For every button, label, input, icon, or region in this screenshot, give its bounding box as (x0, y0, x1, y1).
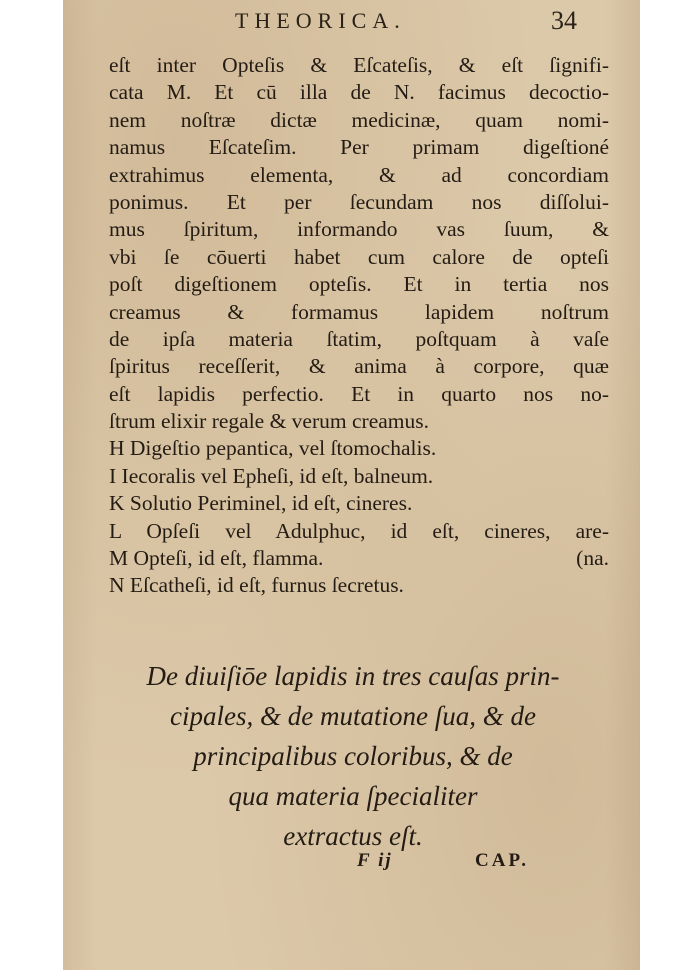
turnover-text: (na. (576, 546, 609, 571)
heading-line: De diuiſiōe lapidis in tres cauſas prin- (146, 661, 560, 691)
chapter-heading (93, 656, 613, 856)
glossary-line-m (109, 545, 609, 572)
text-line: namus Eſcateſim. Per primam digeſtioné (109, 135, 609, 160)
page-footer (343, 850, 603, 880)
signature-mark: F ij (357, 850, 393, 871)
catchword: CAP. (475, 850, 530, 871)
running-title: THEORICA. (235, 8, 406, 33)
heading-line: cipales, & de mutatione ſua, & de (170, 701, 536, 731)
text-line: eſt inter Opteſis & Eſcateſis, & eſt ſignifi- (109, 53, 609, 77)
text-line: ponimus. Et per ſecundam nos diſſolui- (109, 189, 609, 214)
text-line: eſt lapidis perfectio. Et in quarto nos no- (109, 381, 609, 406)
glossary-line-l: L Opſeſi vel Adulphuc, id eſt, cineres, are- (109, 518, 609, 543)
text-line: ſpiritus receſſerit, & anima à corpore, quæ (109, 354, 609, 379)
glossary-line-k: K Solutio Periminel, id eſt, cineres. (109, 491, 413, 516)
text-line: poſt digeſtionem opteſis. Et in tertia nos (109, 272, 609, 297)
glossary-line-i: I Iecoralis vel Epheſi, id eſt, balneum. (109, 463, 434, 488)
text-line: mus ſpiritum, informando vas ſuum, & (109, 217, 609, 242)
glossary-line-h: H Digeſtio pepantica, vel ſtomochalis. (109, 436, 437, 461)
book-page (63, 0, 640, 970)
text-line: vbi ſe cōuerti habet cum calore de opteſi (109, 244, 609, 269)
heading-line: qua materia ſpecialiter (228, 781, 478, 811)
page-header (235, 8, 615, 40)
body-text (109, 52, 609, 600)
text-line: creamus & formamus lapidem noſtrum (109, 299, 609, 324)
glossary-line-m-text: M Opteſi, id eſt, flamma. (109, 546, 324, 571)
text-line: extrahimus elementa, & ad concordiam (109, 162, 609, 187)
text-line: cata M. Et cū illa de N. facimus decoctio- (109, 80, 609, 105)
text-line: ſtrum elixir regale & verum creamus. (109, 409, 429, 434)
page-number: 34 (551, 6, 577, 35)
heading-line: extractus eſt. (283, 821, 423, 851)
glossary-line-n: N Eſcatheſi, id eſt, furnus ſecretus. (109, 573, 404, 598)
text-line: de ipſa materia ſtatim, poſtquam à vaſe (109, 326, 609, 351)
text-line: nem noſtræ dictæ medicinæ, quam nomi- (109, 107, 609, 132)
heading-line: principalibus coloribus, & de (193, 741, 513, 771)
